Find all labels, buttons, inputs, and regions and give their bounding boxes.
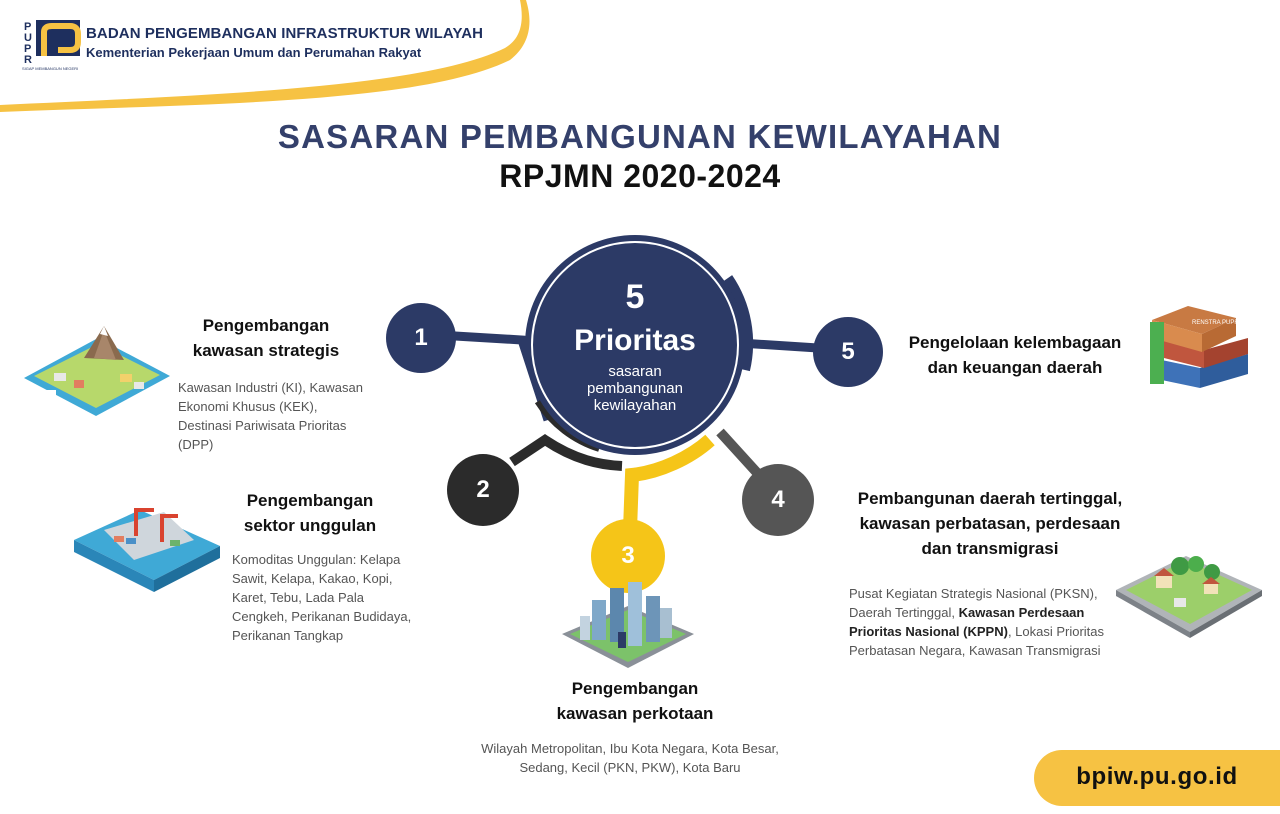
org-name: BADAN PENGEMBANGAN INFRASTRUKTUR WILAYAH — [86, 25, 484, 42]
hub-word: Prioritas — [574, 324, 696, 357]
svg-text:P: P — [24, 43, 32, 55]
svg-text:P: P — [24, 21, 32, 33]
priority-3-title: Pengembangan kawasan perkotaan — [556, 679, 714, 723]
ministry-name: Kementerian Pekerjaan Umum dan Perumahan Rakyat — [86, 45, 422, 60]
priority-1-number: 1 — [414, 324, 428, 351]
svg-text:R: R — [24, 54, 32, 66]
priority-3-number: 3 — [621, 542, 635, 569]
priority-4-number: 4 — [771, 486, 785, 513]
hub-number: 5 — [625, 278, 645, 316]
city-illustration — [562, 578, 694, 670]
priority-1-description: Kawasan Industri (KI), Kawasan Ekonomi Khusus (KEK), Destinasi Pariwisata Prioritas (DPP) — [178, 380, 363, 452]
priority-5-title: Pengelolaan kelembagaan dan keuangan daerah — [908, 333, 1122, 377]
connector-4 — [720, 432, 760, 476]
priority-5-number: 5 — [841, 338, 855, 365]
strategic-area-illustration — [24, 318, 170, 418]
priority-4-description: Pusat Kegiatan Strategis Nasional (PKSN), Daerah Tertinggal, Kawasan Perdesaan Prioritas Nasional (KPPN), Lokasi Prioritas Perbatasan Negara, Kawasan Transmigrasi — [849, 586, 1105, 658]
village-illustration — [1116, 546, 1262, 638]
priority-2-number: 2 — [476, 476, 490, 503]
svg-text:U: U — [24, 32, 32, 44]
priority-2-title: Pengembangan sektor unggulan — [243, 491, 377, 535]
priority-3-description: Wilayah Metropolitan, Ibu Kota Negara, Kota Besar, Sedang, Kecil (PKN, PKW), Kota Baru — [481, 741, 779, 775]
priority-2-description: Komoditas Unggulan: Kelapa Sawit, Kelapa, Kakao, Kopi, Karet, Tebu, Lada Pala Cengkeh, Perikanan Budidaya, Perikanan Tangkap — [232, 552, 412, 643]
page-title: SASARAN PEMBANGUNAN KEWILAYAHAN — [277, 118, 1003, 155]
priority-1-title: Pengembangan kawasan strategis — [192, 316, 340, 360]
hub-subtitle: sasaran pembangunan kewilayahan — [587, 363, 683, 414]
website-url[interactable]: bpiw.pu.go.id — [1076, 763, 1238, 790]
svg-text:RENSTRA PUPR: RENSTRA PUPR — [1192, 320, 1239, 326]
svg-text:SIGAP MEMBANGUN NEGERI: SIGAP MEMBANGUN NEGERI — [22, 66, 79, 71]
books-illustration — [1148, 298, 1252, 390]
page-subtitle: RPJMN 2020-2024 — [499, 158, 781, 194]
port-illustration — [74, 500, 220, 592]
priority-4-title: Pembangunan daerah tertinggal, kawasan perbatasan, perdesaan dan transmigrasi — [857, 489, 1123, 558]
